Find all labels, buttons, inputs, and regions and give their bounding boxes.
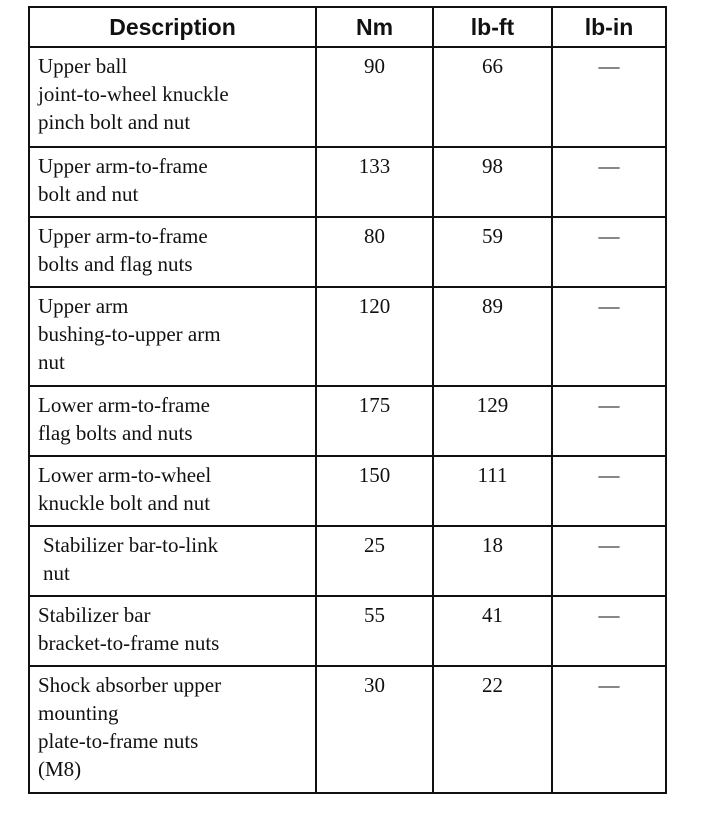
header-nm: Nm [316, 7, 433, 47]
row-lbin: — [552, 287, 666, 386]
header-lbft: lb-ft [433, 7, 552, 47]
row-lbin: — [552, 526, 666, 596]
table-row [29, 217, 666, 287]
description-text: Upper ball joint-to-wheel knuckle pinch bolt and nut [38, 54, 229, 134]
description-text: Shock absorber upper mounting plate-to-frame nuts (M8) [38, 673, 222, 781]
header-row [29, 7, 666, 47]
table-row [29, 456, 666, 526]
row-nm: 55 [316, 596, 433, 666]
table-row [29, 666, 666, 793]
row-description [29, 287, 316, 386]
row-description [29, 386, 316, 456]
row-description [29, 217, 316, 287]
description-text: Lower arm-to-wheel knuckle bolt and nut [38, 463, 212, 515]
row-description [29, 596, 316, 666]
row-lbin: — [552, 456, 666, 526]
row-nm: 30 [316, 666, 433, 793]
row-lbin: — [552, 386, 666, 456]
table-row [29, 596, 666, 666]
table-row [29, 526, 666, 596]
row-description [29, 526, 316, 596]
table-row [29, 386, 666, 456]
row-description [29, 147, 316, 217]
row-lbft: 89 [433, 287, 552, 386]
description-text: Stabilizer bar bracket-to-frame nuts [38, 603, 220, 655]
table-row [29, 147, 666, 217]
row-nm: 90 [316, 47, 433, 147]
row-nm: 120 [316, 287, 433, 386]
description-text: Lower arm-to-frame flag bolts and nuts [38, 393, 210, 445]
row-description [29, 47, 316, 147]
description-text: Upper arm-to-frame bolt and nut [38, 154, 208, 206]
description-text: Stabilizer bar-to-link nut [43, 533, 219, 585]
torque-spec-table [28, 6, 667, 794]
row-lbft: 18 [433, 526, 552, 596]
table-row [29, 287, 666, 386]
row-nm: 25 [316, 526, 433, 596]
header-lbin: lb-in [552, 7, 666, 47]
row-nm: 133 [316, 147, 433, 217]
row-lbin: — [552, 47, 666, 147]
row-lbft: 111 [433, 456, 552, 526]
row-lbin: — [552, 147, 666, 217]
row-description [29, 666, 316, 793]
row-lbin: — [552, 666, 666, 793]
row-nm: 80 [316, 217, 433, 287]
header-description: Description [29, 7, 316, 47]
row-description [29, 456, 316, 526]
row-lbft: 22 [433, 666, 552, 793]
row-lbin: — [552, 596, 666, 666]
description-text: Upper arm-to-frame bolts and flag nuts [38, 224, 208, 276]
description-text: Upper arm bushing-to-upper arm nut [38, 294, 221, 374]
table-row [29, 47, 666, 147]
row-nm: 150 [316, 456, 433, 526]
row-lbft: 98 [433, 147, 552, 217]
row-lbft: 41 [433, 596, 552, 666]
row-lbft: 129 [433, 386, 552, 456]
row-lbft: 66 [433, 47, 552, 147]
row-lbft: 59 [433, 217, 552, 287]
row-nm: 175 [316, 386, 433, 456]
row-lbin: — [552, 217, 666, 287]
